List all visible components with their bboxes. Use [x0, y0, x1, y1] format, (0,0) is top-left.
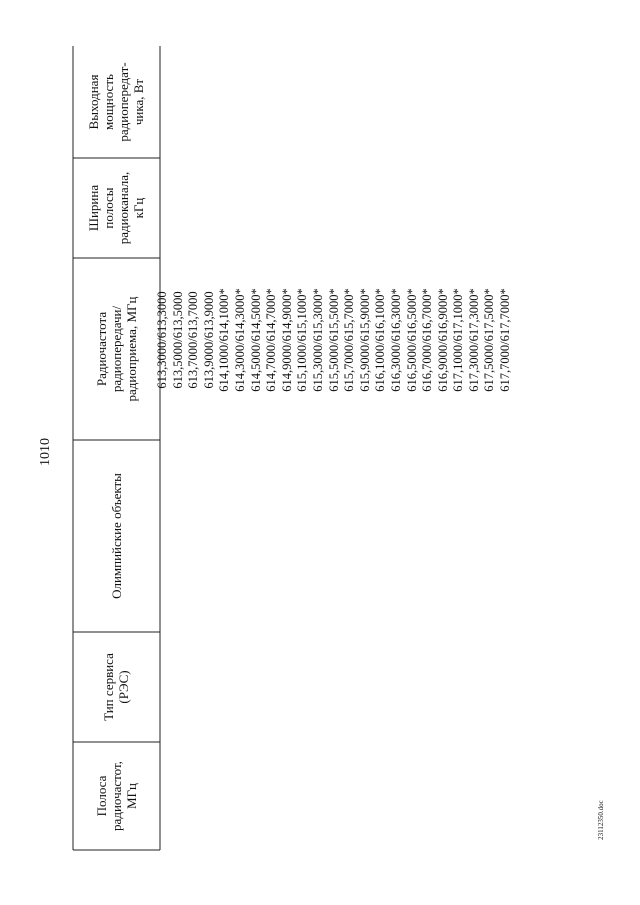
frequency-row: 614,1000/614,1000*: [217, 288, 232, 392]
frequency-row: 613,5000/613,5000: [170, 291, 185, 389]
header-service-type: Тип сервиса (РЭС): [101, 653, 131, 721]
frequency-row: 617,3000/617,3000*: [466, 288, 481, 392]
header-frequency-band: Полоса радиочастот, МГц: [93, 761, 139, 831]
frequency-row: 616,5000/616,5000*: [404, 288, 419, 392]
frequency-row: 614,7000/614,7000*: [264, 288, 279, 392]
frequency-row: 615,3000/615,3000*: [310, 288, 325, 392]
frequency-row: 617,5000/617,5000*: [482, 288, 497, 392]
frequency-row: 617,7000/617,7000*: [498, 288, 513, 392]
frequency-row: 614,5000/614,5000*: [248, 288, 263, 392]
frequency-row: 616,1000/616,1000*: [373, 288, 388, 392]
header-radio-frequency: Радиочастота радиопередачи/ радиоприема, МГц: [93, 296, 139, 402]
frequency-row: 617,1000/617,1000*: [451, 288, 466, 392]
frequency-list: [155, 265, 555, 415]
frequency-row: 616,3000/616,3000*: [388, 288, 403, 392]
frequency-row: 615,1000/615,1000*: [295, 288, 310, 392]
frequency-row: 616,7000/616,7000*: [420, 288, 435, 392]
header-olympic-objects: Олимпийские объекты: [108, 473, 124, 599]
frequency-row: 615,9000/615,9000*: [357, 288, 372, 392]
document-code: 23112350.doc: [597, 800, 605, 840]
header-output-power: Выходная мощность радиопередат- чика, Вт: [86, 62, 146, 142]
frequency-row: 614,3000/614,3000*: [232, 288, 247, 392]
frequency-row: 615,5000/615,5000*: [326, 288, 341, 392]
page-number: 1010: [38, 438, 53, 466]
header-channel-bandwidth: Ширина полосы радиоканала, кГц: [86, 171, 146, 245]
frequency-row: 613,9000/613,9000: [201, 291, 216, 389]
frequency-row: 613,7000/613,7000: [186, 291, 201, 389]
frequency-row: 613,3000/613,3000: [155, 291, 169, 389]
frequency-row: 614,9000/614,9000*: [279, 288, 294, 392]
frequency-row: 615,7000/615,7000*: [342, 288, 357, 392]
frequency-row: 616,9000/616,9000*: [435, 288, 450, 392]
